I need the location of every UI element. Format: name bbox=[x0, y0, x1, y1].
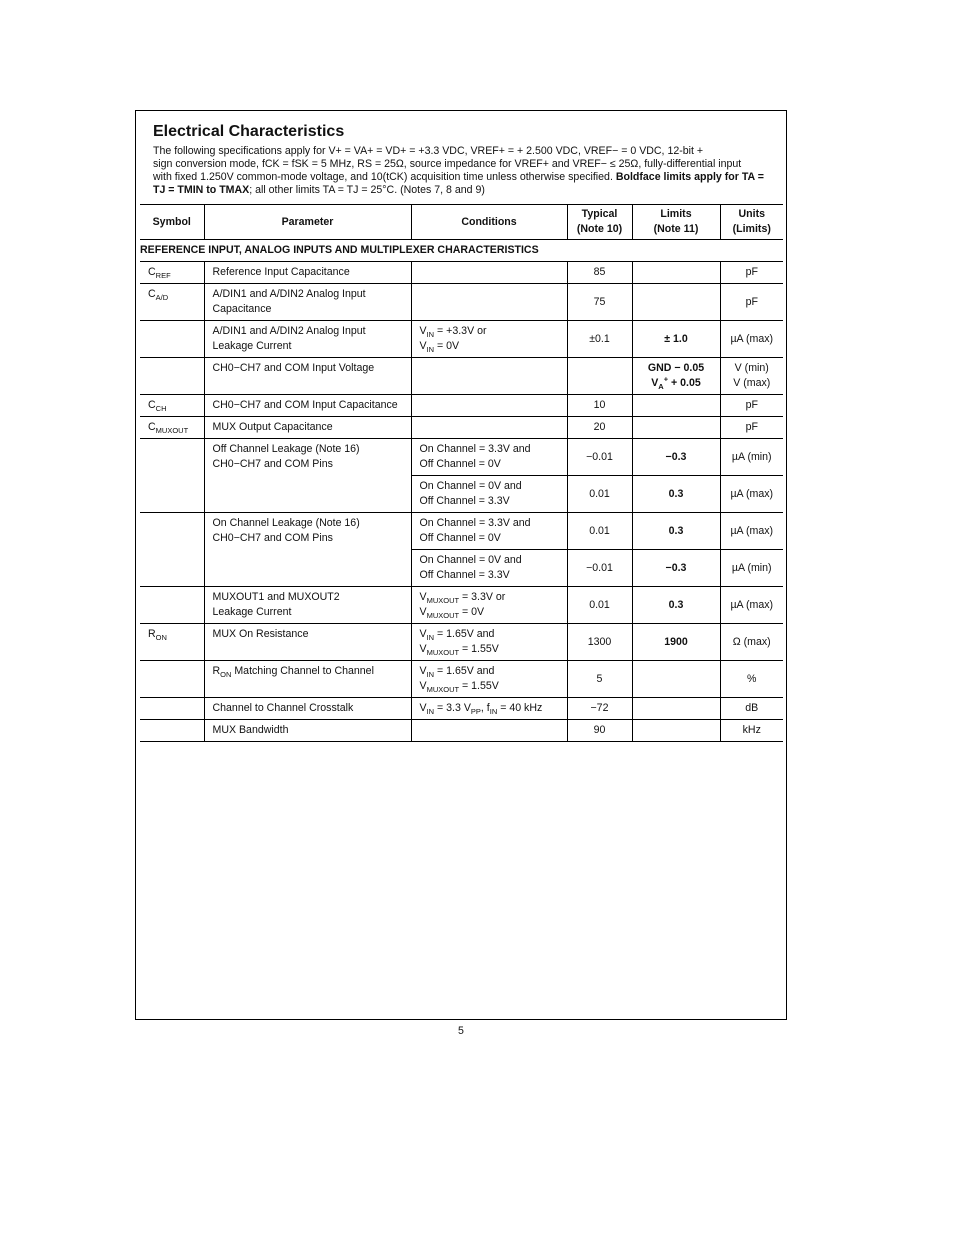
typical-cell: 20 bbox=[567, 417, 632, 439]
limits-cell bbox=[632, 417, 720, 439]
units-cell: pF bbox=[720, 395, 783, 417]
parameter-cell: MUX Output Capacitance bbox=[204, 417, 411, 439]
table-row bbox=[140, 358, 783, 395]
limits-cell bbox=[632, 720, 720, 742]
conditions-cell bbox=[411, 358, 567, 395]
header-symbol: Symbol bbox=[140, 205, 204, 240]
conditions-cell: $V_{IN} = 3.3$ $V_{PP}$, $f_{IN} = 40$ kHz bbox=[411, 698, 567, 720]
table-header-row bbox=[140, 205, 783, 240]
typical-cell: 0.01 bbox=[567, 587, 632, 624]
intro-line-1: The following specifications apply for V+ = VA+ = VD+ = +3.3 VDC, VREF+ = + 2.500 VDC, VREF− = 0 VDC, 12-bit + bbox=[153, 145, 704, 157]
table-row bbox=[140, 439, 783, 476]
limits-cell: ± 1.0 bbox=[632, 321, 720, 358]
conditions-cell bbox=[411, 284, 567, 321]
conditions-cell: $V_{IN} = 1.65V$ and $V_{MUXOUT} = 1.55V$ bbox=[411, 661, 567, 698]
parameter-cell: CH0−CH7 and COM Input Capacitance bbox=[204, 395, 411, 417]
table-row bbox=[140, 587, 783, 624]
section-heading: REFERENCE INPUT, ANALOG INPUTS AND MULTIPLEXER CHARACTERISTICS bbox=[140, 240, 783, 262]
page-number: 5 bbox=[458, 1025, 464, 1037]
conditions-cell: On Channel = 3.3V and Off Channel = 0V bbox=[411, 439, 567, 476]
limits-cell: 0.3 bbox=[632, 476, 720, 513]
units-cell: kHz bbox=[720, 720, 783, 742]
conditions-cell bbox=[411, 720, 567, 742]
symbol-cell bbox=[140, 358, 204, 395]
typical-cell: 0.01 bbox=[567, 513, 632, 550]
table-row bbox=[140, 698, 783, 720]
conditions-cell: On Channel = 3.3V and Off Channel = 0V bbox=[411, 513, 567, 550]
symbol-cell bbox=[140, 513, 204, 587]
conditions-cell: $V_{MUXOUT} = 3.3V$ or $V_{MUXOUT} = 0V$ bbox=[411, 587, 567, 624]
parameter-cell: MUXOUT1 and MUXOUT2 Leakage Current bbox=[204, 587, 411, 624]
parameter-cell: CH0−CH7 and COM Input Voltage bbox=[204, 358, 411, 395]
header-limits: Limits (Note 11) bbox=[632, 205, 720, 240]
parameter-cell: Reference Input Capacitance bbox=[204, 262, 411, 284]
units-cell: µA (max) bbox=[720, 321, 783, 358]
units-cell: V (min) V (max) bbox=[720, 358, 783, 395]
conditions-cell: On Channel = 0V and Off Channel = 3.3V bbox=[411, 550, 567, 587]
symbol-cell bbox=[140, 439, 204, 513]
conditions-cell: On Channel = 0V and Off Channel = 3.3V bbox=[411, 476, 567, 513]
units-cell: pF bbox=[720, 284, 783, 321]
symbol-cell bbox=[140, 587, 204, 624]
units-cell: µA (min) bbox=[720, 439, 783, 476]
symbol-cell: $C_{CH}$ bbox=[140, 395, 204, 417]
conditions-cell bbox=[411, 417, 567, 439]
limits-cell: 0.3 bbox=[632, 513, 720, 550]
typical-cell bbox=[567, 358, 632, 395]
parameter-cell: MUX On Resistance bbox=[204, 624, 411, 661]
limits-cell: −0.3 bbox=[632, 550, 720, 587]
conditions-cell: $V_{IN} = 1.65V$ and $V_{MUXOUT} = 1.55V$ bbox=[411, 624, 567, 661]
boldface-note: Boldface limits apply for TA = TJ = TMIN to TMAX bbox=[153, 171, 764, 196]
table-row bbox=[140, 284, 783, 321]
parameter-cell: On Channel Leakage (Note 16) CH0−CH7 and COM Pins bbox=[204, 513, 411, 587]
units-cell: Ω (max) bbox=[720, 624, 783, 661]
table-row bbox=[140, 624, 783, 661]
conditions-cell bbox=[411, 395, 567, 417]
header-conditions: Conditions bbox=[411, 205, 567, 240]
intro-line-2: sign conversion mode, fCK = fSK = 5 MHz, RS = 25Ω, source impedance for VREF+ and VREF− ≤ 25Ω, fully-differential input bbox=[153, 158, 742, 170]
parameter-cell: Off Channel Leakage (Note 16) CH0−CH7 and COM Pins bbox=[204, 439, 411, 513]
symbol-cell: $C_{MUXOUT}$ bbox=[140, 417, 204, 439]
units-cell: pF bbox=[720, 262, 783, 284]
typical-cell: 85 bbox=[567, 262, 632, 284]
symbol-cell bbox=[140, 720, 204, 742]
parameter-cell: $R_{ON}$ Matching Channel to Channel bbox=[204, 661, 411, 698]
conditions-cell bbox=[411, 262, 567, 284]
typical-cell: ±0.1 bbox=[567, 321, 632, 358]
typical-cell: 0.01 bbox=[567, 476, 632, 513]
table-row bbox=[140, 262, 783, 284]
limits-cell: 1900 bbox=[632, 624, 720, 661]
typical-cell: 5 bbox=[567, 661, 632, 698]
header-parameter: Parameter bbox=[204, 205, 411, 240]
intro-paragraph bbox=[153, 145, 773, 197]
header-units: Units (Limits) bbox=[720, 205, 783, 240]
units-cell: µA (max) bbox=[720, 587, 783, 624]
parameter-cell: A/DIN1 and A/DIN2 Analog Input Leakage Current bbox=[204, 321, 411, 358]
symbol-cell: $C_{A/D}$ bbox=[140, 284, 204, 321]
symbol-cell bbox=[140, 698, 204, 720]
section-row bbox=[140, 240, 783, 262]
typical-cell: −0.01 bbox=[567, 439, 632, 476]
limits-cell bbox=[632, 661, 720, 698]
typical-cell: 90 bbox=[567, 720, 632, 742]
table-row bbox=[140, 513, 783, 550]
units-cell: µA (max) bbox=[720, 513, 783, 550]
typical-cell: 1300 bbox=[567, 624, 632, 661]
typical-cell: 10 bbox=[567, 395, 632, 417]
units-cell: µA (max) bbox=[720, 476, 783, 513]
limits-cell bbox=[632, 395, 720, 417]
limits-cell: GND − 0.05 $V_A^+ + 0.05$ bbox=[632, 358, 720, 395]
conditions-cell: $V_{IN} = +3.3V$ or $V_{IN} = 0V$ bbox=[411, 321, 567, 358]
units-cell: % bbox=[720, 661, 783, 698]
section-title: Electrical Characteristics bbox=[153, 123, 345, 140]
limits-cell: 0.3 bbox=[632, 587, 720, 624]
limits-cell bbox=[632, 698, 720, 720]
limits-cell bbox=[632, 284, 720, 321]
symbol-cell: $R_{ON}$ bbox=[140, 624, 204, 661]
table-row bbox=[140, 321, 783, 358]
table-row bbox=[140, 720, 783, 742]
typical-cell: 75 bbox=[567, 284, 632, 321]
units-cell: pF bbox=[720, 417, 783, 439]
table-row bbox=[140, 417, 783, 439]
typical-cell: −0.01 bbox=[567, 550, 632, 587]
parameter-cell: MUX Bandwidth bbox=[204, 720, 411, 742]
limits-cell: −0.3 bbox=[632, 439, 720, 476]
units-cell: dB bbox=[720, 698, 783, 720]
symbol-cell bbox=[140, 661, 204, 698]
table-row bbox=[140, 661, 783, 698]
intro-line-3: with fixed 1.250V common-mode voltage, and 10(tCK) acquisition time unless otherwise specified. bbox=[153, 171, 613, 183]
units-cell: µA (min) bbox=[720, 550, 783, 587]
header-typical: Typical (Note 10) bbox=[567, 205, 632, 240]
electrical-characteristics-table bbox=[140, 204, 783, 742]
intro-line-4: ; all other limits TA = TJ = 25°C. (Notes 7, 8 and 9) bbox=[249, 184, 485, 196]
table-row bbox=[140, 395, 783, 417]
parameter-cell: Channel to Channel Crosstalk bbox=[204, 698, 411, 720]
limits-cell bbox=[632, 262, 720, 284]
symbol-cell bbox=[140, 321, 204, 358]
parameter-cell: A/DIN1 and A/DIN2 Analog Input Capacitance bbox=[204, 284, 411, 321]
typical-cell: −72 bbox=[567, 698, 632, 720]
symbol-cell: $C_{REF}$ bbox=[140, 262, 204, 284]
